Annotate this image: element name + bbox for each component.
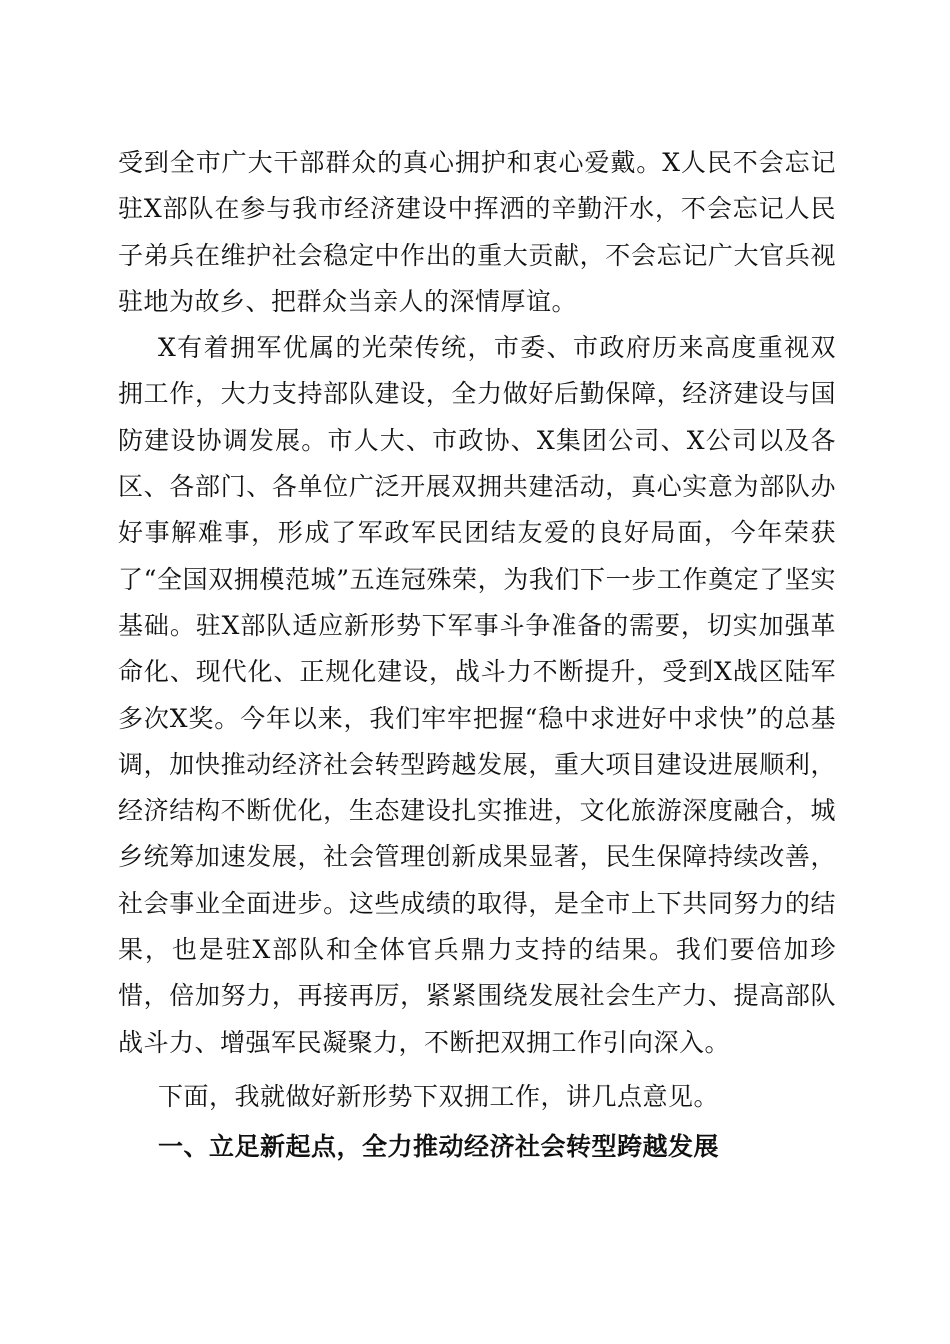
paragraph-intro-opinions: 下面，我就做好新形势下双拥工作，讲几点意见。 [158, 1081, 720, 1111]
section-heading-1: 一、立足新起点，全力推动经济社会转型跨越发展 [158, 1132, 720, 1162]
paragraph-continuation: 受到全市广大干部群众的真心拥护和衷心爱戴。X人民不会忘记驻X部队在参与我市经济建设中挥洒的辛勤汗水，不会忘记人民子弟兵在维护社会稳定中作出的重大贡献，不会忘记广大官兵视驻地为故乡、把群众当亲人的深情厚谊。 [118, 148, 836, 316]
document-body [118, 140, 836, 1171]
paragraph-army-support: X有着拥军优属的光荣传统，市委、市政府历来高度重视双拥工作，大力支持部队建设，全力做好后勤保障，经济建设与国防建设协调发展。市人大、市政协、X集团公司、X公司以及各区、各部门、各单位广泛开展双拥共建活动，真心实意为部队办好事解难事，形成了军政军民团结友爱的良好局面，今年荣获了“全国双拥模范城”五连冠殊荣，为我们下一步工作奠定了坚实基础。驻X部队适应新形势下军事斗争准备的需要，切实加强革命化、现代化、正规化建设，战斗力不断提升，受到X战区陆军多次X奖。今年以来，我们牢牢把握“稳中求进好中求快”的总基调，加快推动经济社会转型跨越发展，重大项目建设进展顺利，经济结构不断优化，生态建设扎实推进，文化旅游深度融合，城乡统筹加速发展，社会管理创新成果显著，民生保障持续改善，社会事业全面进步。这些成绩的取得，是全市上下共同努力的结果，也是驻X部队和全体官兵鼎力支持的结果。我们要倍加珍惜，倍加努力，再接再厉，紧紧围绕发展社会生产力、提高部队战斗力、增强军民凝聚力，不断把双拥工作引向深入。 [118, 333, 836, 1057]
